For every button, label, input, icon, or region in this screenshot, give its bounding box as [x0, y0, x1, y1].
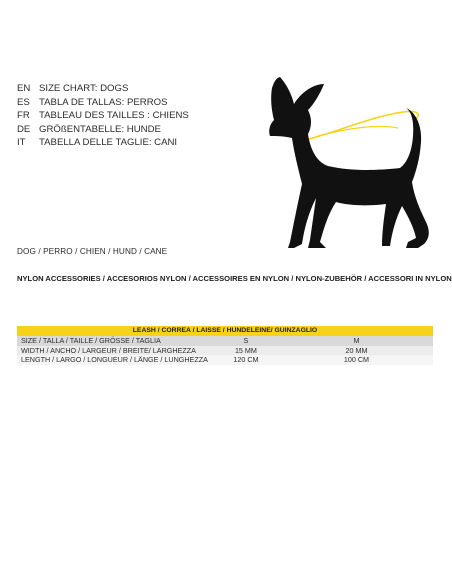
cell-size-s: 15 MM	[212, 346, 280, 356]
size-table	[17, 326, 433, 365]
title-row-de	[17, 123, 189, 137]
title-text: TABELLA DELLE TAGLIE: CANI	[39, 137, 178, 149]
dog-silhouette-icon	[258, 72, 438, 262]
title-text: TABLEAU DES TAILLES : CHIENS	[39, 110, 189, 122]
table-row	[17, 355, 433, 365]
size-chart-titles	[17, 82, 189, 150]
title-row-it	[17, 136, 189, 150]
row-label: SIZE / TALLA / TAILLE / GRÖSSE / TAGLIA	[17, 336, 212, 346]
table-header-row	[17, 326, 433, 336]
animal-caption: DOG / PERRO / CHIEN / HUND / CANE	[17, 247, 168, 256]
table-row	[17, 336, 433, 346]
row-label: LENGTH / LARGO / LONGUEUR / LÄNGE / LUNGHEZZA	[17, 355, 212, 365]
lang-code: DE	[17, 123, 31, 135]
title-row-fr	[17, 109, 189, 123]
title-row-en	[17, 82, 189, 96]
cell-size-m: 20 MM	[280, 346, 433, 356]
title-text: TABLA DE TALLAS: PERROS	[39, 96, 168, 108]
row-label: WIDTH / ANCHO / LARGEUR / BREITE/ LARGHEZZA	[17, 346, 212, 356]
accessories-heading: NYLON ACCESSORIES / ACCESORIOS NYLON / ACCESSOIRES EN NYLON / NYLON-ZUBEHÖR / ACCESSORI IN NYLON	[17, 274, 452, 283]
title-text: GRÖßENTABELLE: HUNDE	[39, 123, 161, 135]
lang-code: FR	[17, 110, 30, 122]
cell-size-s: S	[212, 336, 280, 346]
lang-code: ES	[17, 96, 30, 108]
lang-code: IT	[17, 137, 26, 149]
cell-size-s: 120 CM	[212, 355, 280, 365]
lang-code: EN	[17, 83, 31, 94]
cell-size-m: M	[280, 336, 433, 346]
cell-size-m: 100 CM	[280, 355, 433, 365]
title-row-es	[17, 96, 189, 110]
table-row	[17, 346, 433, 356]
title-text: SIZE CHART: DOGS	[39, 83, 129, 94]
table-header: LEASH / CORREA / LAISSE / HUNDELEINE/ GUINZAGLIO	[17, 326, 433, 336]
